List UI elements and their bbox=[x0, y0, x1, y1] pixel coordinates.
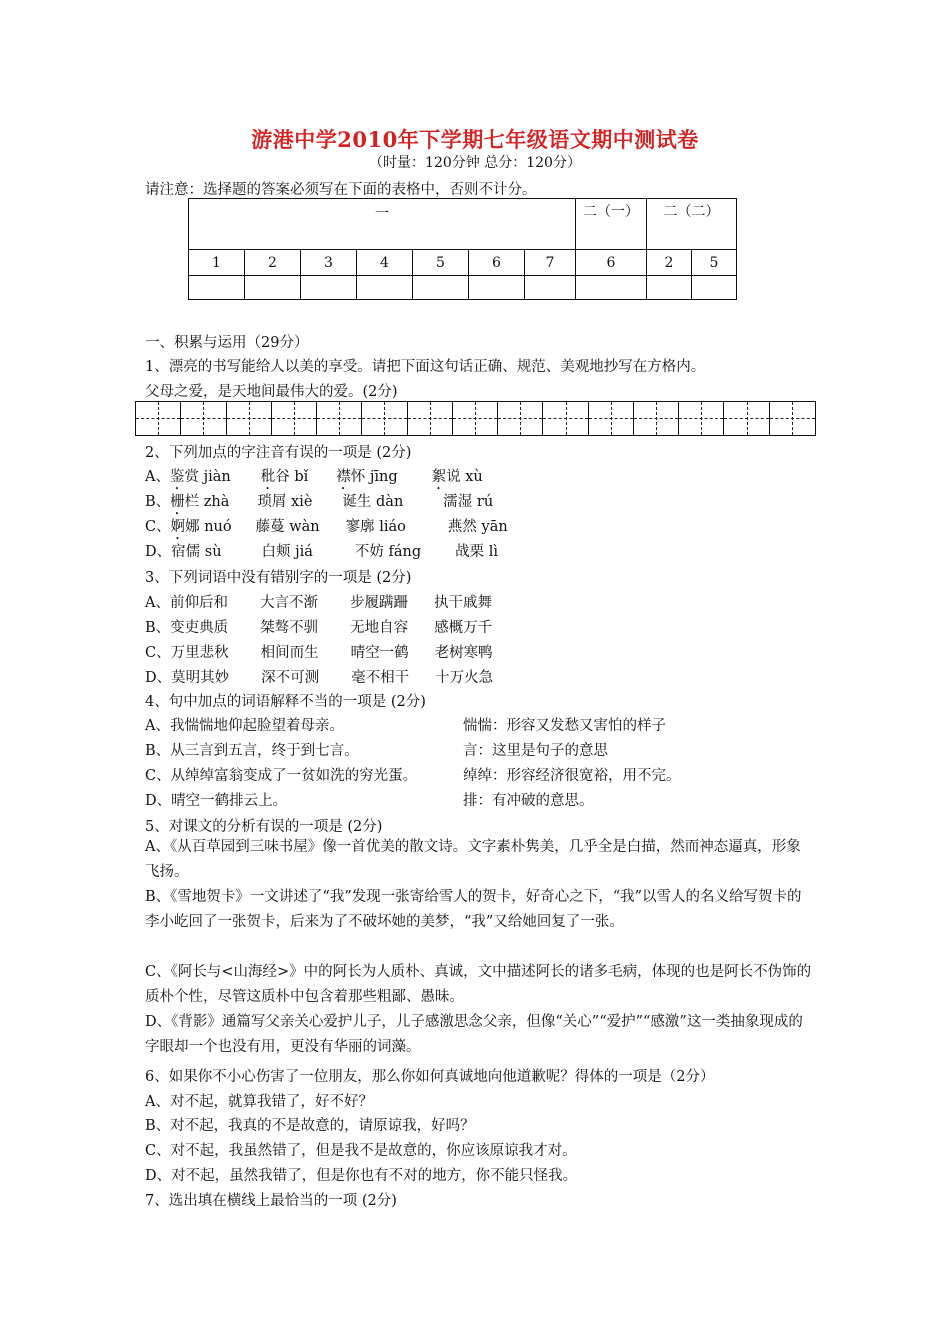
answer-cell[interactable] bbox=[692, 276, 737, 300]
writing-grid-cell[interactable] bbox=[543, 402, 588, 435]
q2-option-b: B、栅栏 zhà 琐屑 xiè 诞生 dàn 濡湿 rú bbox=[145, 494, 494, 510]
answer-cell[interactable] bbox=[245, 276, 301, 300]
exam-title: 游港中学2010年下学期七年级语文期中测试卷 bbox=[251, 127, 699, 152]
writing-grid-cell[interactable] bbox=[272, 402, 317, 435]
answer-number: 3 bbox=[301, 250, 357, 276]
writing-grid-cell[interactable] bbox=[498, 402, 543, 435]
answer-number: 7 bbox=[525, 250, 576, 276]
writing-grid-cell[interactable] bbox=[362, 402, 407, 435]
q3-stem: 3、下列词语中没有错别字的一项是 (2分) bbox=[145, 570, 412, 586]
q5-option-c: C、《阿长与<山海经>》中的阿长为人质朴、真诚，文中描述阿长的诸多毛病，体现的也是阿长不伪饰的质朴个性，尽管这质朴中包含着那些粗鄙、愚昧。 bbox=[145, 964, 812, 1005]
q3-option-b: B、变吏典质 桀骜不驯 无地自容 感概万千 bbox=[145, 620, 493, 636]
answer-table-header-part1: 一 bbox=[189, 199, 576, 250]
q6-option-a: A、对不起，就算我错了，好不好？ bbox=[145, 1094, 373, 1110]
writing-grid-cell[interactable] bbox=[634, 402, 679, 435]
q3-option-c: C、万里悲秋 相间而生 晴空一鹤 老树寒鸭 bbox=[145, 645, 493, 661]
q4-explain-a: 惴惴：形容又发愁又害怕的样子 bbox=[463, 718, 666, 734]
answer-table bbox=[188, 198, 737, 300]
q4-explain-c: 绰绰：形容经济很宽裕，用不完。 bbox=[463, 768, 681, 784]
answer-cell[interactable] bbox=[576, 276, 647, 300]
writing-grid-cell[interactable] bbox=[724, 402, 769, 435]
answer-cell[interactable] bbox=[647, 276, 692, 300]
q1-sentence: 父母之爱，是天地间最伟大的爱。(2分) bbox=[145, 384, 398, 400]
answer-number: 4 bbox=[357, 250, 413, 276]
answer-table-header-part2-2: 二（二） bbox=[647, 199, 737, 250]
q1-stem: 1、漂亮的书写能给人以美的享受。请把下面这句话正确、规范、美观地抄写在方格内。 bbox=[145, 359, 706, 375]
q4-explain-d: 排：有冲破的意思。 bbox=[463, 793, 594, 809]
q4-stem: 4、句中加点的词语解释不当的一项是 (2分) bbox=[145, 694, 426, 710]
writing-grid-cell[interactable] bbox=[453, 402, 498, 435]
answer-number: 6 bbox=[576, 250, 647, 276]
writing-grid[interactable] bbox=[135, 401, 816, 436]
q2-option-c: C、婀娜 nuó 藤蔓 wàn 寥廓 liáo 燕然 yān bbox=[145, 519, 508, 535]
q2-stem: 2、下列加点的字注音有误的一项是 (2分) bbox=[145, 445, 412, 461]
writing-grid-cell[interactable] bbox=[589, 402, 634, 435]
exam-subtitle: （时量：120分钟 总分：120分） bbox=[369, 155, 581, 171]
q6-option-c: C、对不起，我虽然错了，但是我不是故意的，你应该原谅我才对。 bbox=[145, 1143, 577, 1159]
answer-number: 2 bbox=[647, 250, 692, 276]
q5-option-d: D、《背影》通篇写父亲关心爱护儿子，儿子感激思念父亲，但像“关心”“爱护”“感激”这一类抽象现成的字眼却一个也没有用，更没有华丽的词藻。 bbox=[145, 1014, 803, 1055]
answer-number: 6 bbox=[469, 250, 525, 276]
q4-sentence-c: C、从绰绰富翁变成了一贫如洗的穷光蛋。 bbox=[145, 768, 418, 784]
answer-number: 5 bbox=[413, 250, 469, 276]
answer-cell[interactable] bbox=[301, 276, 357, 300]
q5-stem: 5、对课文的分析有误的一项是 (2分) bbox=[145, 819, 383, 835]
q4-sentence-b: B、从三言到五言，终于到七言。 bbox=[145, 743, 359, 759]
writing-grid-cell[interactable] bbox=[408, 402, 453, 435]
writing-grid-cell[interactable] bbox=[770, 402, 815, 435]
q6-option-d: D、对不起，虽然我错了，但是你也有不对的地方，你不能只怪我。 bbox=[145, 1168, 578, 1184]
answer-number: 1 bbox=[189, 250, 245, 276]
q7-stem: 7、选出填在横线上最恰当的一项 (2分) bbox=[145, 1193, 397, 1209]
q4-sentence-d: D、晴空一鹤排云上。 bbox=[145, 793, 288, 809]
q3-option-d: D、莫明其妙 深不可测 毫不相干 十万火急 bbox=[145, 670, 494, 686]
answer-cell[interactable] bbox=[189, 276, 245, 300]
answer-cell[interactable] bbox=[469, 276, 525, 300]
q4-sentence-a: A、我惴惴地仰起脸望着母亲。 bbox=[145, 718, 344, 734]
section1-heading: 一、积累与运用（29分） bbox=[145, 335, 309, 351]
q4-explain-b: 言：这里是句子的意思 bbox=[463, 743, 608, 759]
answer-table-header-part2-1: 二（一） bbox=[576, 199, 647, 250]
q6-option-b: B、对不起，我真的不是故意的，请原谅我，好吗？ bbox=[145, 1118, 475, 1134]
writing-grid-cell[interactable] bbox=[679, 402, 724, 435]
answer-cell[interactable] bbox=[525, 276, 576, 300]
q5-option-a: A、《从百草园到三味书屋》像一首优美的散文诗。文字素朴隽美，几乎全是白描，然而神态逼真，形象飞扬。 bbox=[145, 839, 801, 880]
answer-number: 2 bbox=[245, 250, 301, 276]
q6-stem: 6、如果你不小心伤害了一位朋友，那么你如何真诚地向他道歉呢？得体的一项是（2分） bbox=[145, 1069, 715, 1085]
writing-grid-cell[interactable] bbox=[181, 402, 226, 435]
q2-option-d: D、宿儒 sù 白颊 jiá 不妨 fáng 战栗 lì bbox=[145, 544, 499, 560]
answer-cell[interactable] bbox=[413, 276, 469, 300]
answer-cell[interactable] bbox=[357, 276, 413, 300]
writing-grid-cell[interactable] bbox=[227, 402, 272, 435]
writing-grid-cell[interactable] bbox=[136, 402, 181, 435]
q2-option-a: A、鉴赏 jiàn 秕谷 bǐ 襟怀 jīng 絮说 xù bbox=[145, 469, 483, 485]
answer-number: 5 bbox=[692, 250, 737, 276]
q3-option-a: A、前仰后和 大言不渐 步履蹒跚 执干戚舞 bbox=[145, 595, 492, 611]
writing-grid-cell[interactable] bbox=[317, 402, 362, 435]
q5-option-b: B、《雪地贺卡》一文讲述了“我”发现一张寄给雪人的贺卡，好奇心之下，“我”以雪人的名义给写贺卡的李小屹回了一张贺卡，后来为了不破坏她的美梦，“我”又给她回复了一张。 bbox=[145, 889, 802, 930]
notice: 请注意：选择题的答案必须写在下面的表格中，否则不计分。 bbox=[145, 182, 537, 198]
